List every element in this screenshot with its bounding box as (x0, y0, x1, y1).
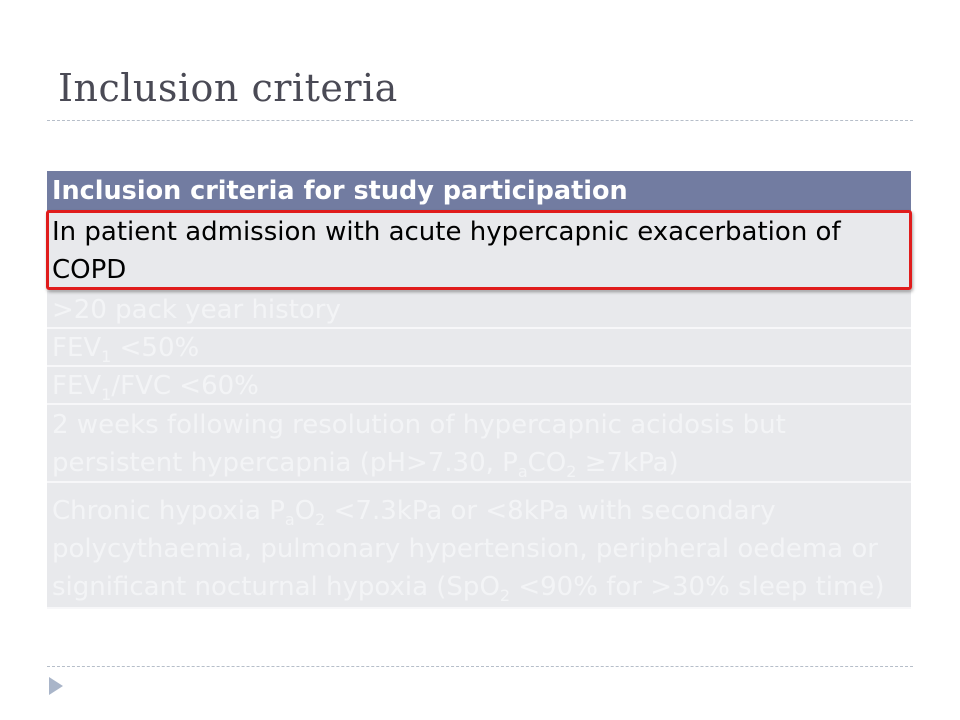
row-text: FEV (52, 371, 102, 401)
row-text: <7.3kPa or <8kPa with secondary (325, 496, 776, 526)
row-text: significant nocturnal hypoxia (SpO (52, 572, 500, 602)
title-divider (47, 120, 913, 121)
row-line: polycythaemia, pulmonary hypertension, peripheral oedema or (52, 534, 878, 564)
row-subscript: a (517, 462, 528, 481)
table-row (47, 483, 911, 609)
row-subscript: 2 (315, 510, 326, 529)
row-line (52, 492, 903, 530)
row-text: <90% for >30% sleep time) (510, 572, 885, 602)
table-row: >20 pack year history (47, 291, 911, 329)
table-row: In patient admission with acute hypercapnic exacerbation of COPD (47, 211, 911, 291)
row-subscript: 1 (101, 385, 112, 404)
row-line: 2 weeks following resolution of hypercapnic acidosis but (52, 410, 786, 440)
row-subscript: 2 (566, 462, 577, 481)
table-header: Inclusion criteria for study participation (47, 171, 911, 211)
row-text: persistent hypercapnia (pH>7.30, P (52, 448, 518, 478)
table-row (47, 405, 911, 483)
row-text: /FVC <60% (111, 371, 259, 401)
triangle-right-icon[interactable] (49, 677, 63, 695)
row-text: O (294, 496, 316, 526)
row-text: FEV (52, 333, 102, 363)
row-subscript: 2 (499, 586, 511, 605)
row-line (52, 568, 903, 606)
slide-title: Inclusion criteria (58, 66, 398, 110)
row-text: ≥7kPa) (576, 448, 679, 478)
footer-divider (47, 666, 913, 667)
row-text: CO (527, 448, 567, 478)
row-line (52, 444, 903, 482)
row-text: Chronic hypoxia P (52, 496, 285, 526)
row-text: <50% (111, 333, 200, 363)
table-row (47, 367, 911, 405)
row-subscript: 1 (101, 347, 112, 366)
highlight-box (46, 210, 912, 290)
table-row (47, 329, 911, 367)
row-subscript: a (284, 510, 295, 529)
